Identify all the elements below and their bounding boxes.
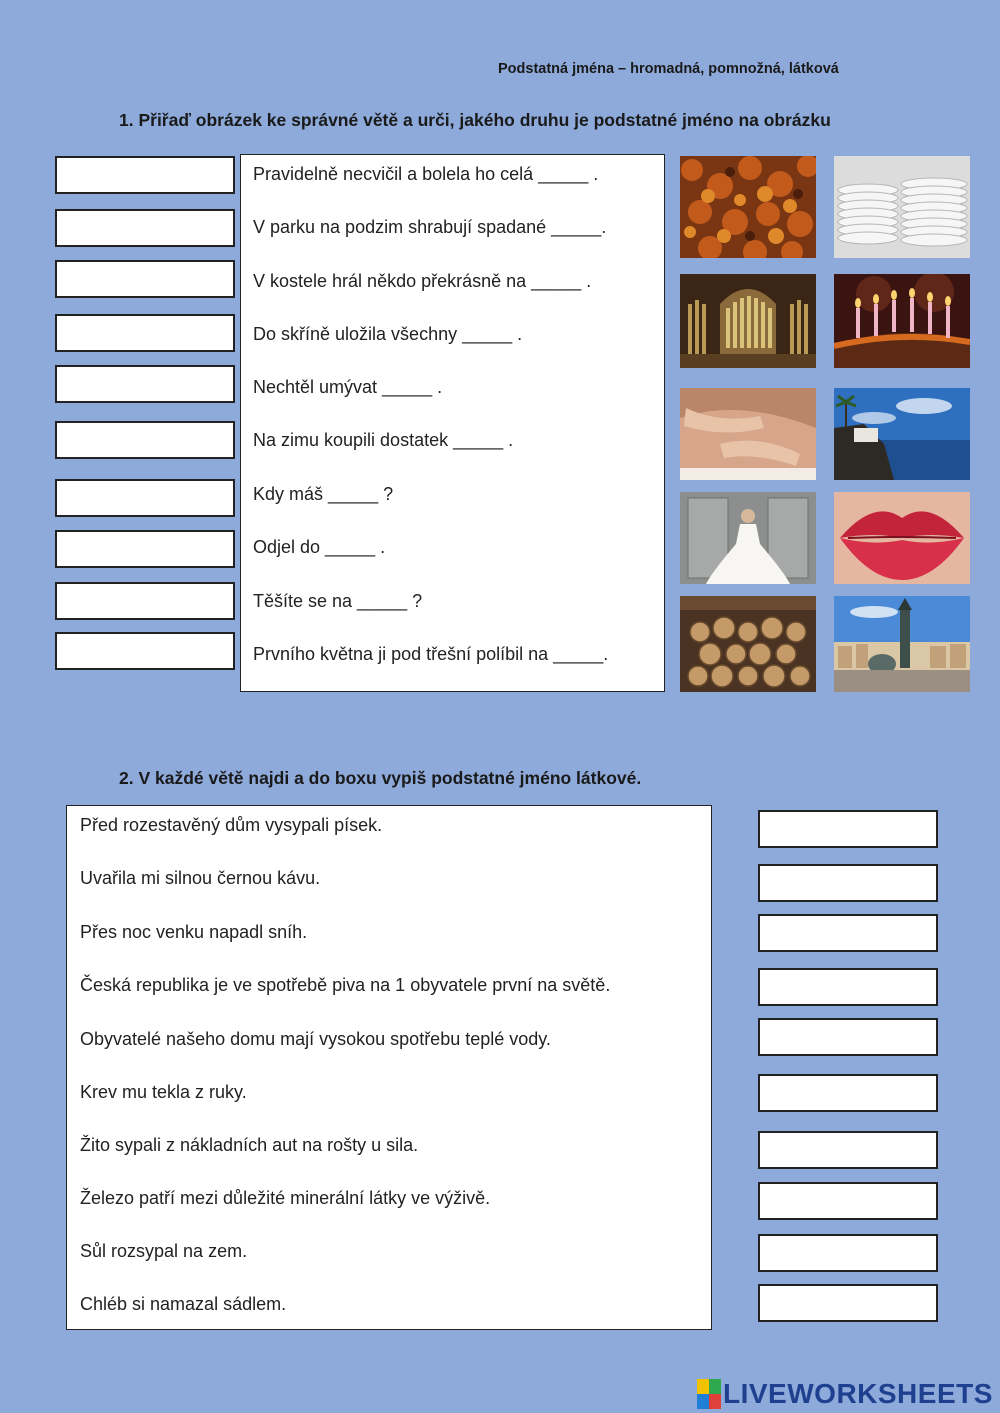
task2-answer-box-5[interactable] xyxy=(758,1018,938,1056)
task1-sentence: Prvního května ji pod třešní políbil na _____. xyxy=(253,644,609,664)
task1-answer-box-6[interactable] xyxy=(55,421,235,459)
firewood-pile-image[interactable] xyxy=(680,596,816,692)
task1-answer-box-1[interactable] xyxy=(55,156,235,194)
town-square-image[interactable] xyxy=(834,596,970,692)
task1-sentence: Do skříně uložila všechny _____ . xyxy=(253,324,523,344)
worksheet-title: Podstatná jména – hromadná, pomnožná, látková xyxy=(498,61,839,77)
back-massage-image[interactable] xyxy=(680,388,816,480)
liveworksheets-logo-icon xyxy=(697,1379,721,1409)
bride-wedding-dress-image[interactable] xyxy=(680,492,816,584)
task1-sentence: Odjel do _____ . xyxy=(253,537,386,557)
task2-sentence: Před rozestavěný dům vysypali písek. xyxy=(80,815,383,835)
task2-sentence: Železo patří mezi důležité minerální látky ve výživě. xyxy=(80,1188,491,1208)
task2-answer-box-2[interactable] xyxy=(758,864,938,902)
task1-answer-box-8[interactable] xyxy=(55,530,235,568)
seaside-coast-image[interactable] xyxy=(834,388,970,480)
church-organ-image[interactable] xyxy=(680,274,816,368)
task1-answer-box-3[interactable] xyxy=(55,260,235,298)
task2-answer-box-6[interactable] xyxy=(758,1074,938,1112)
task2-answer-box-10[interactable] xyxy=(758,1284,938,1322)
logo-text: LIVEWORKSHEETS xyxy=(723,1378,993,1409)
task1-sentence: Nechtěl umývat _____ . xyxy=(253,377,443,397)
task1-answer-box-2[interactable] xyxy=(55,209,235,247)
task1-answer-box-7[interactable] xyxy=(55,479,235,517)
task1-answer-box-5[interactable] xyxy=(55,365,235,403)
task2-sentence: Česká republika je ve spotřebě piva na 1 obyvatele první na světě. xyxy=(80,975,611,995)
autumn-leaves-image[interactable] xyxy=(680,156,816,258)
task2-sentence: Sůl rozsypal na zem. xyxy=(80,1241,248,1261)
task2-sentence: Krev mu tekla z ruky. xyxy=(80,1082,247,1102)
task2-sentence: Chléb si namazal sádlem. xyxy=(80,1294,287,1314)
task2-answer-box-4[interactable] xyxy=(758,968,938,1006)
task2-sentence: Žito sypali z nákladních aut na rošty u sila. xyxy=(80,1135,419,1155)
task1-answer-box-10[interactable] xyxy=(55,632,235,670)
task1-title: 1. Přiřaď obrázek ke správné větě a urči, jakého druhu je podstatné jméno na obrázku xyxy=(119,110,831,130)
birthday-cake-candles-image[interactable] xyxy=(834,274,970,368)
task2-sentence: Přes noc venku napadl sníh. xyxy=(80,922,308,942)
task1-sentence: V parku na podzim shrabují spadané _____. xyxy=(253,217,607,237)
task2-answer-box-9[interactable] xyxy=(758,1234,938,1272)
task1-sentence: Na zimu koupili dostatek _____ . xyxy=(253,430,514,450)
task1-sentence: Pravidelně necvičil a bolela ho celá _____ . xyxy=(253,164,599,184)
task1-answer-box-4[interactable] xyxy=(55,314,235,352)
task2-answer-box-1[interactable] xyxy=(758,810,938,848)
stacked-plates-image[interactable] xyxy=(834,156,970,258)
task2-answer-box-3[interactable] xyxy=(758,914,938,952)
task1-answer-box-9[interactable] xyxy=(55,582,235,620)
task2-answer-box-8[interactable] xyxy=(758,1182,938,1220)
red-lips-image[interactable] xyxy=(834,492,970,584)
task2-answer-box-7[interactable] xyxy=(758,1131,938,1169)
task1-sentence: Kdy máš _____ ? xyxy=(253,484,394,504)
liveworksheets-logo xyxy=(697,1376,993,1412)
task2-sentence: Uvařila mi silnou černou kávu. xyxy=(80,868,321,888)
task1-sentence: Těšíte se na _____ ? xyxy=(253,591,423,611)
task2-sentence: Obyvatelé našeho domu mají vysokou spotřebu teplé vody. xyxy=(80,1029,551,1049)
task1-sentence: V kostele hrál někdo překrásně na _____ . xyxy=(253,271,592,291)
task2-title: 2. V každé větě najdi a do boxu vypiš podstatné jméno látkové. xyxy=(119,768,642,788)
